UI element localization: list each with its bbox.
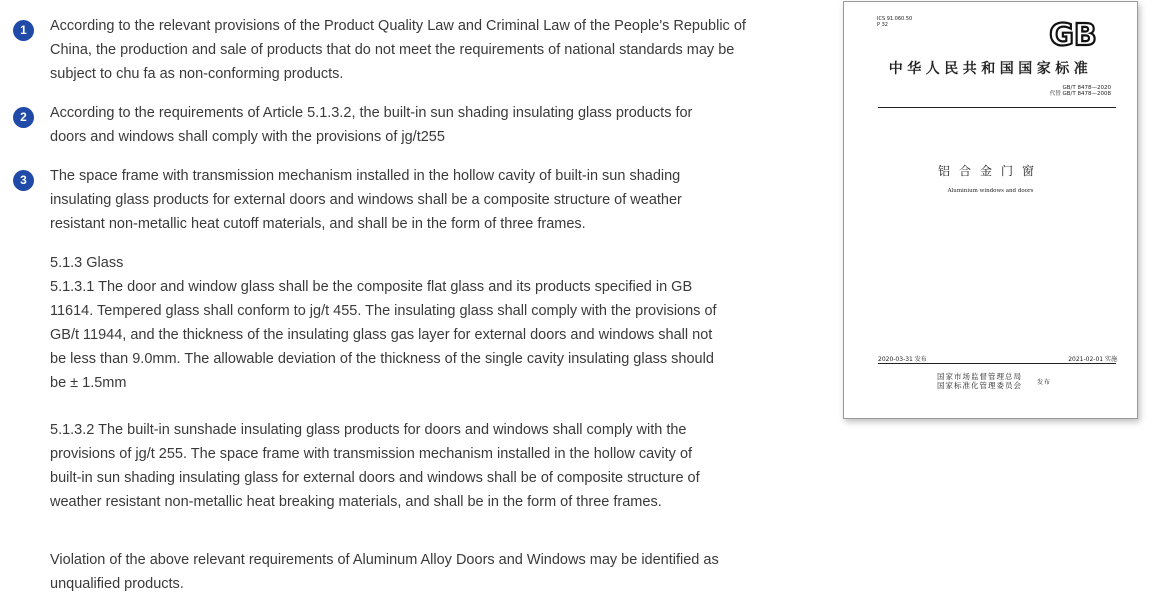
cover-bottom-rule	[878, 363, 1116, 364]
issuer-2: 国家标准化管理委员会	[937, 381, 1022, 390]
ics-line-1: ICS 91.060.50	[877, 16, 913, 22]
item-3-text: The space frame with transmission mechanism installed in the hollow cavity of built-in sun shading insulating glass products for external doors and windows shall be a composite structure of weather resistant non-metallic heat cutoff materials, and shall be in the form of three frames.	[50, 168, 682, 232]
cover-title-english: Aluminium windows and doors	[947, 188, 1034, 194]
ics-code	[877, 16, 912, 28]
issuing-authorities	[937, 372, 1022, 390]
issuer-1: 国家市场监督管理总局	[937, 372, 1022, 381]
article-body	[12, 14, 772, 596]
glass-heading: 5.1.3 Glass	[50, 255, 124, 271]
replaces-code: 代替 GB/T 8478—2008	[1049, 91, 1111, 97]
ics-line-2: P 32	[877, 22, 888, 28]
cover-title-chinese: 铝合金门窗	[937, 164, 1043, 178]
item-2-text: According to the requirements of Article 5.1.3.2, the built-in sun shading insulating glass products for doors and windows shall comply with the provisions of jg/t255	[50, 105, 693, 145]
issue-date: 2020-03-31 发布	[878, 356, 927, 363]
number-badge-1: 1	[13, 20, 34, 41]
clause-5-1-3-1: 5.1.3.1 The door and window glass shall be the composite flat glass and its products specified in GB 11614. Tempered glass shall conform to jg/t 455. The insulating glass shall comply with the provisions of GB/t 11944, and the thickness of the insulating glass gas layer for external doors and windows shall not be less than 9.0mm. The allowable deviation of the thickness of the single cavity insulating glass should be ± 1.5mm	[50, 279, 717, 391]
number-badge-2: 2	[13, 107, 34, 128]
glass-section	[12, 251, 772, 596]
numbered-item-3	[12, 164, 772, 236]
gb-logo-icon	[1044, 18, 1102, 50]
standard-number	[1050, 85, 1111, 97]
standard-cover-image	[843, 1, 1138, 419]
clause-5-1-3-2: 5.1.3.2 The built-in sunshade insulating glass products for doors and windows shall comply with the provisions of jg/t 255. The space frame with transmission mechanism installed in the hollow cavity of built-in sun shading insulating glass for external doors and windows shall be of composite structure of weather resistant non-metallic heat breaking materials, and shall be in the form of three frames.	[50, 422, 700, 510]
violation-note: Violation of the above relevant requirements of Aluminum Alloy Doors and Windows may be identified as unqualified products.	[50, 552, 719, 592]
numbered-item-1	[12, 14, 772, 86]
standard-code: GB/T 8478—2020	[1062, 85, 1111, 91]
national-standard-title: 中华人民共和国国家标准	[888, 61, 1093, 77]
cover-top-rule	[878, 107, 1116, 108]
item-1-text: According to the relevant provisions of the Product Quality Law and Criminal Law of the People's Republic of China, the production and sale of products that do not meet the requirements of national standards may be subject to chu fa as non-conforming products.	[50, 18, 746, 82]
numbered-item-2	[12, 101, 772, 149]
issue-word: 发布	[1037, 379, 1052, 386]
gb-logo-text: GB	[1049, 18, 1097, 50]
implementation-date: 2021-02-01 实施	[1068, 356, 1117, 363]
number-badge-3: 3	[13, 170, 34, 191]
